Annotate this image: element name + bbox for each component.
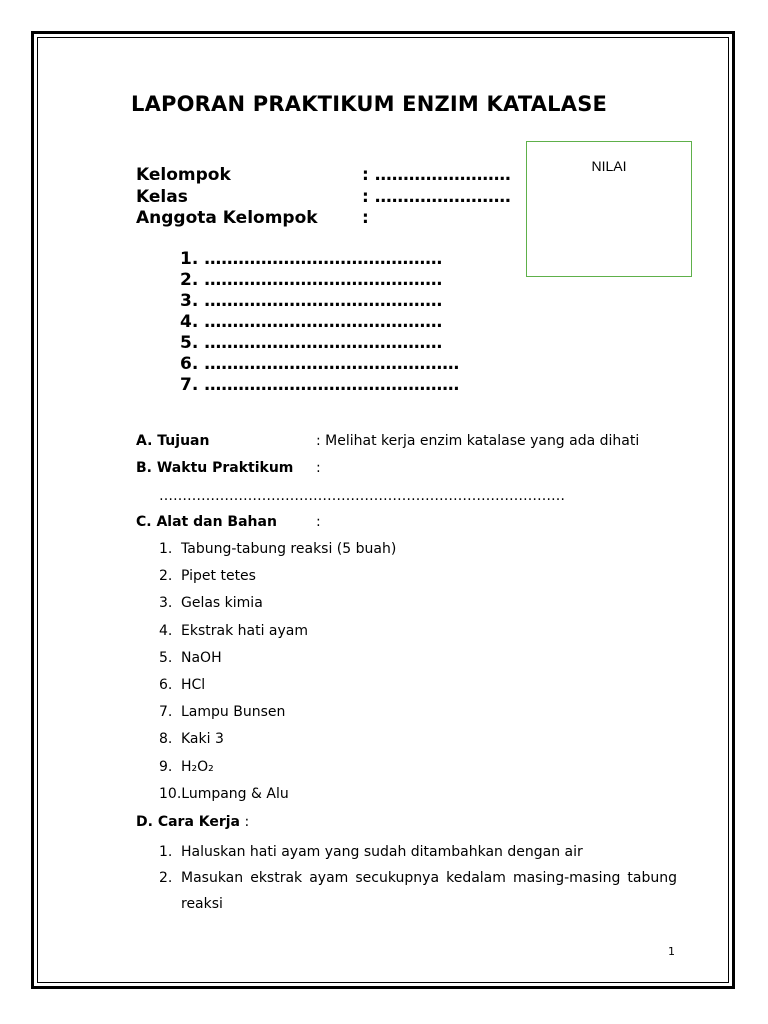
section-b-field[interactable]: …………………………………………………………………………… (159, 488, 565, 504)
section-b-colon: : (316, 460, 321, 476)
steps-list (159, 839, 677, 917)
page-number: 1 (668, 945, 675, 958)
member-line[interactable]: 2. …………………………………… (180, 270, 443, 290)
members-colon: : (362, 208, 369, 228)
list-item: 8. Kaki 3 (159, 731, 224, 748)
list-item: 1. Haluskan hati ayam yang sudah ditambahkan dengan air (159, 844, 583, 860)
section-d-label: D. Cara Kerja (136, 814, 241, 830)
members-label: Anggota Kelompok (136, 208, 318, 228)
member-list (180, 249, 459, 396)
section-d-colon: : (240, 814, 250, 830)
class-field[interactable]: : …………………… (362, 187, 511, 207)
group-label: Kelompok (136, 165, 231, 185)
member-line[interactable]: 4. …………………………………… (180, 312, 443, 332)
section-a-value: : Melihat kerja enzim katalase yang ada dihati (316, 433, 640, 449)
group-field[interactable]: : …………………… (362, 165, 511, 185)
section-c-colon: : (316, 514, 321, 530)
tools-list (159, 540, 396, 812)
list-item: 1. Tabung-tabung reaksi (5 buah) (159, 541, 397, 557)
list-item: 7. Lampu Bunsen (159, 704, 286, 721)
section-a-label: A. Tujuan (136, 433, 210, 449)
score-box[interactable] (526, 141, 692, 277)
list-item: 9. H₂O₂ (159, 758, 214, 775)
list-item: 3. Gelas kimia (159, 595, 263, 612)
list-item: 2. Masukan ekstrak ayam secukupnya kedalam masing-masing tabung reaksi (159, 870, 677, 912)
report-title: LAPORAN PRAKTIKUM ENZIM KATALASE (131, 92, 608, 116)
list-item: 4. Ekstrak hati ayam (159, 622, 308, 639)
section-d-heading (136, 813, 249, 831)
section-b-label: B. Waktu Praktikum (136, 460, 294, 476)
member-line[interactable]: 3. …………………………………… (180, 291, 443, 311)
member-line[interactable]: 1. …………………………………… (180, 249, 443, 269)
member-line[interactable]: 7. ……………………………………… (180, 375, 460, 395)
list-item: 6. HCl (159, 676, 206, 693)
member-line[interactable]: 5. …………………………………… (180, 333, 443, 353)
class-label: Kelas (136, 187, 188, 207)
score-label: NILAI (591, 158, 627, 174)
list-item: 5. NaOH (159, 649, 222, 666)
section-c-label: C. Alat dan Bahan (136, 514, 277, 530)
member-line[interactable]: 6. ……………………………………… (180, 354, 460, 374)
list-item: 10.Lumpang & Alu (159, 785, 289, 802)
list-item: 2. Pipet tetes (159, 568, 256, 585)
